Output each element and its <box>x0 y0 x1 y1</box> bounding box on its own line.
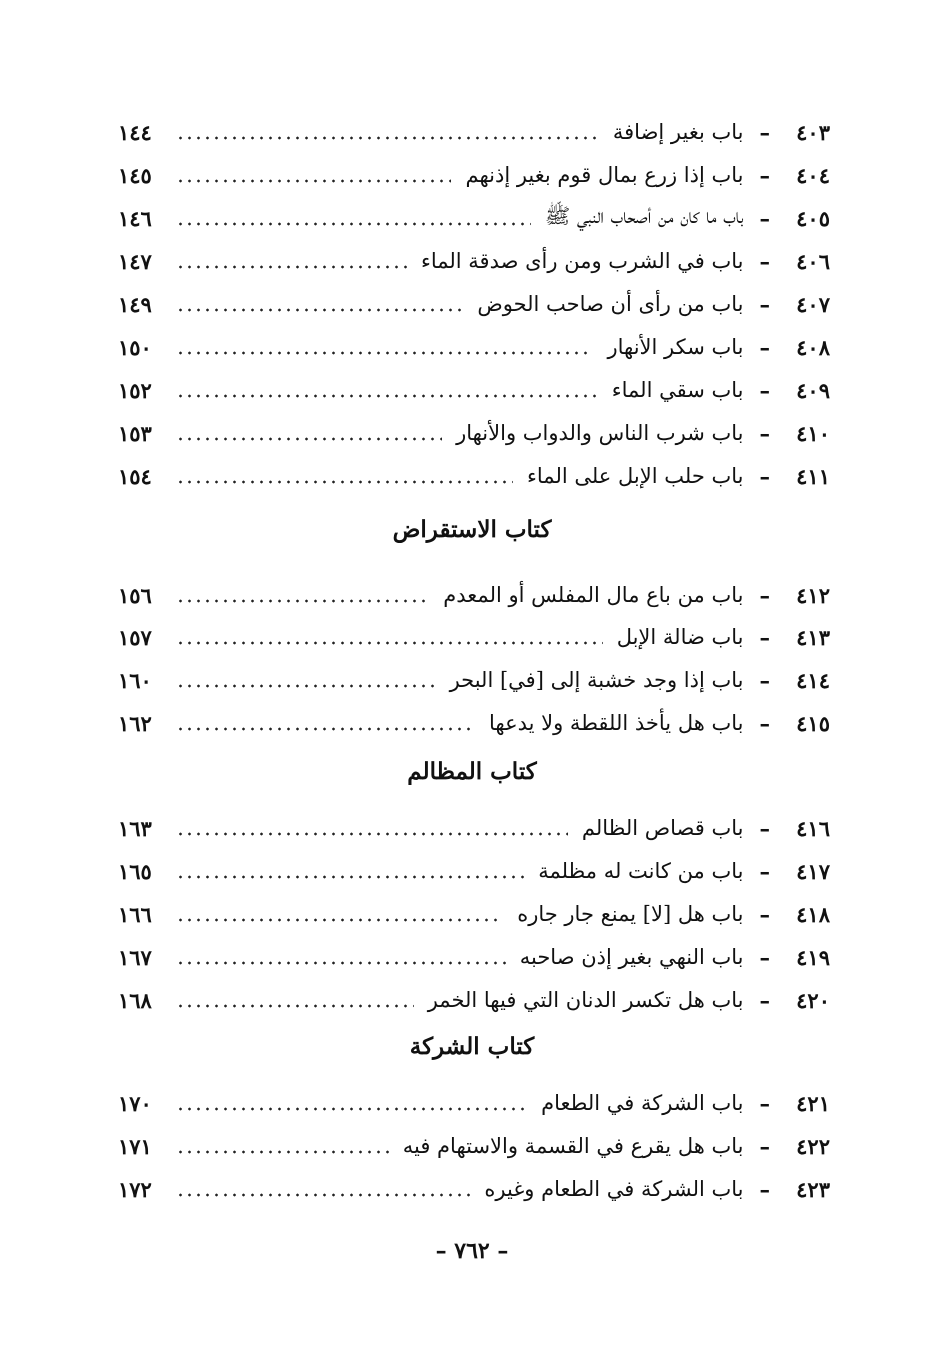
entry-title: باب في الشرب ومن رأى صدقة الماء <box>420 249 744 273</box>
entry-number: ٤١١ <box>796 463 830 489</box>
entry-dash: – <box>759 119 770 145</box>
entry-title: باب سقي الماء <box>611 378 744 402</box>
toc-entry <box>118 575 830 615</box>
entry-dash: – <box>759 667 770 693</box>
leader-dots <box>176 641 603 645</box>
entry-title: باب من رأى أن صاحب الحوض <box>477 292 744 316</box>
entry-title: باب هل تكسر الدنان التي فيها الخمر <box>427 988 744 1012</box>
entry-number: ٤٠٩ <box>796 377 830 403</box>
page-number: – ٧٦٢ – <box>435 1238 509 1264</box>
entry-page: ١٤٦ <box>118 205 152 231</box>
toc-entry <box>118 327 830 367</box>
entry-dash: – <box>759 334 770 360</box>
entry-number: ٤٢٠ <box>796 987 830 1013</box>
entry-number: ٤١٦ <box>796 815 830 841</box>
leader-dots <box>176 437 442 441</box>
entry-page: ١٦٥ <box>118 858 152 884</box>
entry-page: ١٦٨ <box>118 987 152 1013</box>
entry-dash: – <box>759 162 770 188</box>
entry-page: ١٦٢ <box>118 710 152 736</box>
entry-dash: – <box>759 420 770 446</box>
section-heading: كتاب الشركة <box>409 1033 535 1060</box>
toc-entry <box>118 370 830 410</box>
entry-title: باب بغير إضافة <box>612 120 744 144</box>
leader-dots <box>176 222 531 226</box>
entry-page: ١٥٦ <box>118 582 152 608</box>
entry-page: ١٧٢ <box>118 1176 152 1202</box>
entry-title: باب قصاص الظالم <box>581 816 744 840</box>
entry-number: ٤١٩ <box>796 944 830 970</box>
entry-dash: – <box>759 377 770 403</box>
entry-number: ٤٠٥ <box>796 205 830 231</box>
entry-dash: – <box>759 710 770 736</box>
entry-page: ١٤٤ <box>118 119 152 145</box>
entry-number: ٤١٠ <box>796 420 830 446</box>
toc-entry <box>118 284 830 324</box>
entry-page: ١٧١ <box>118 1133 152 1159</box>
entry-title: باب هل يقرع في القسمة والاستهام فيه <box>402 1134 744 1158</box>
leader-dots <box>176 1150 389 1154</box>
entry-page: ١٥٧ <box>118 624 152 650</box>
entry-title: باب هل [لا] يمنع جار جاره <box>517 902 744 926</box>
entry-dash: – <box>759 624 770 650</box>
entry-dash: – <box>759 1133 770 1159</box>
entry-dash: – <box>759 944 770 970</box>
leader-dots <box>176 308 463 312</box>
entry-page: ١٦٠ <box>118 667 152 693</box>
entry-number: ٤٠٨ <box>796 334 830 360</box>
entry-number: ٤١٤ <box>796 667 830 693</box>
leader-dots <box>176 394 598 398</box>
toc-entry <box>118 851 830 891</box>
entry-page: ١٦٦ <box>118 901 152 927</box>
entry-title: باب ضالة الإبل <box>616 625 744 649</box>
entry-number: ٤٠٤ <box>796 162 830 188</box>
leader-dots <box>176 136 599 140</box>
entry-dash: – <box>759 901 770 927</box>
leader-dots <box>176 351 593 355</box>
leader-dots <box>176 961 506 965</box>
entry-number: ٤١٧ <box>796 858 830 884</box>
toc-entry <box>118 1083 830 1123</box>
entry-number: ٤١٥ <box>796 710 830 736</box>
leader-dots <box>176 1004 414 1008</box>
leader-dots <box>176 265 407 269</box>
entry-title: باب إذا زرع بمال قوم بغير إذنهم <box>465 163 744 187</box>
toc-entry <box>118 617 830 657</box>
entry-number: ٤١٨ <box>796 901 830 927</box>
leader-dots <box>176 918 503 922</box>
toc-entry <box>118 703 830 743</box>
entry-page: ١٦٧ <box>118 944 152 970</box>
entry-title: باب حلب الإبل على الماء <box>527 464 744 488</box>
leader-dots <box>176 684 436 688</box>
toc-entry <box>118 980 830 1020</box>
entry-dash: – <box>759 1090 770 1116</box>
entry-number: ٤٢٣ <box>796 1176 830 1202</box>
leader-dots <box>176 179 451 183</box>
entry-page: ١٥٠ <box>118 334 152 360</box>
entry-dash: – <box>759 291 770 317</box>
leader-dots <box>176 875 524 879</box>
section-heading: كتاب الاستقراض <box>392 516 552 543</box>
entry-title: باب إذا وجد خشبة إلى [في] البحر <box>449 668 744 692</box>
entry-title: باب من كانت له مظلمة <box>538 859 744 883</box>
entry-page: ١٤٧ <box>118 248 152 274</box>
entry-dash: – <box>759 205 770 231</box>
entry-page: ١٤٩ <box>118 291 152 317</box>
entry-title: باب الشركة في الطعام <box>541 1091 744 1115</box>
entry-number: ٤٠٦ <box>796 248 830 274</box>
entry-title: باب من باع مال المفلس أو المعدم <box>443 583 744 607</box>
entry-dash: – <box>759 582 770 608</box>
toc-entry <box>118 660 830 700</box>
section-heading: كتاب المظالم <box>407 758 537 785</box>
toc-entry <box>118 112 830 152</box>
entry-title: باب الشركة في الطعام وغيره <box>484 1177 744 1201</box>
toc-entry <box>118 155 830 195</box>
entry-title: باب هل يأخذ اللقطة ولا يدعها <box>488 711 744 735</box>
entry-page: ١٦٣ <box>118 815 152 841</box>
toc-entry <box>118 413 830 453</box>
entry-number: ٤٢١ <box>796 1090 830 1116</box>
entry-page: ١٤٥ <box>118 162 152 188</box>
entry-dash: – <box>759 815 770 841</box>
entry-number: ٤١٢ <box>796 582 830 608</box>
entry-title: باب سكر الأنهار <box>607 335 744 359</box>
leader-dots <box>176 832 568 836</box>
entry-dash: – <box>759 1176 770 1202</box>
entry-page: ١٧٠ <box>118 1090 152 1116</box>
entry-page: ١٥٤ <box>118 463 152 489</box>
toc-entry <box>118 241 830 281</box>
entry-page: ١٥٣ <box>118 420 152 446</box>
entry-title: باب النهي بغير إذن صاحبه <box>519 945 744 969</box>
toc-entry <box>118 1169 830 1209</box>
entry-page: ١٥٢ <box>118 377 152 403</box>
toc-entry <box>118 1126 830 1166</box>
entry-title: باب ما كان من أصحاب النبي ﷺ <box>544 203 744 228</box>
leader-dots <box>176 599 429 603</box>
entry-number: ٤٠٧ <box>796 291 830 317</box>
entry-title: باب شرب الناس والدواب والأنهار <box>456 421 744 445</box>
entry-dash: – <box>759 987 770 1013</box>
entry-dash: – <box>759 463 770 489</box>
leader-dots <box>176 1193 470 1197</box>
entry-number: ٤٠٣ <box>796 119 830 145</box>
entry-dash: – <box>759 858 770 884</box>
entry-dash: – <box>759 248 770 274</box>
toc-entry <box>118 456 830 496</box>
entry-number: ٤١٣ <box>796 624 830 650</box>
leader-dots <box>176 1107 527 1111</box>
toc-entry <box>118 937 830 977</box>
leader-dots <box>176 727 475 731</box>
toc-entry <box>118 198 830 238</box>
toc-entry <box>118 808 830 848</box>
leader-dots <box>176 480 513 484</box>
entry-number: ٤٢٢ <box>796 1133 830 1159</box>
toc-entry <box>118 894 830 934</box>
